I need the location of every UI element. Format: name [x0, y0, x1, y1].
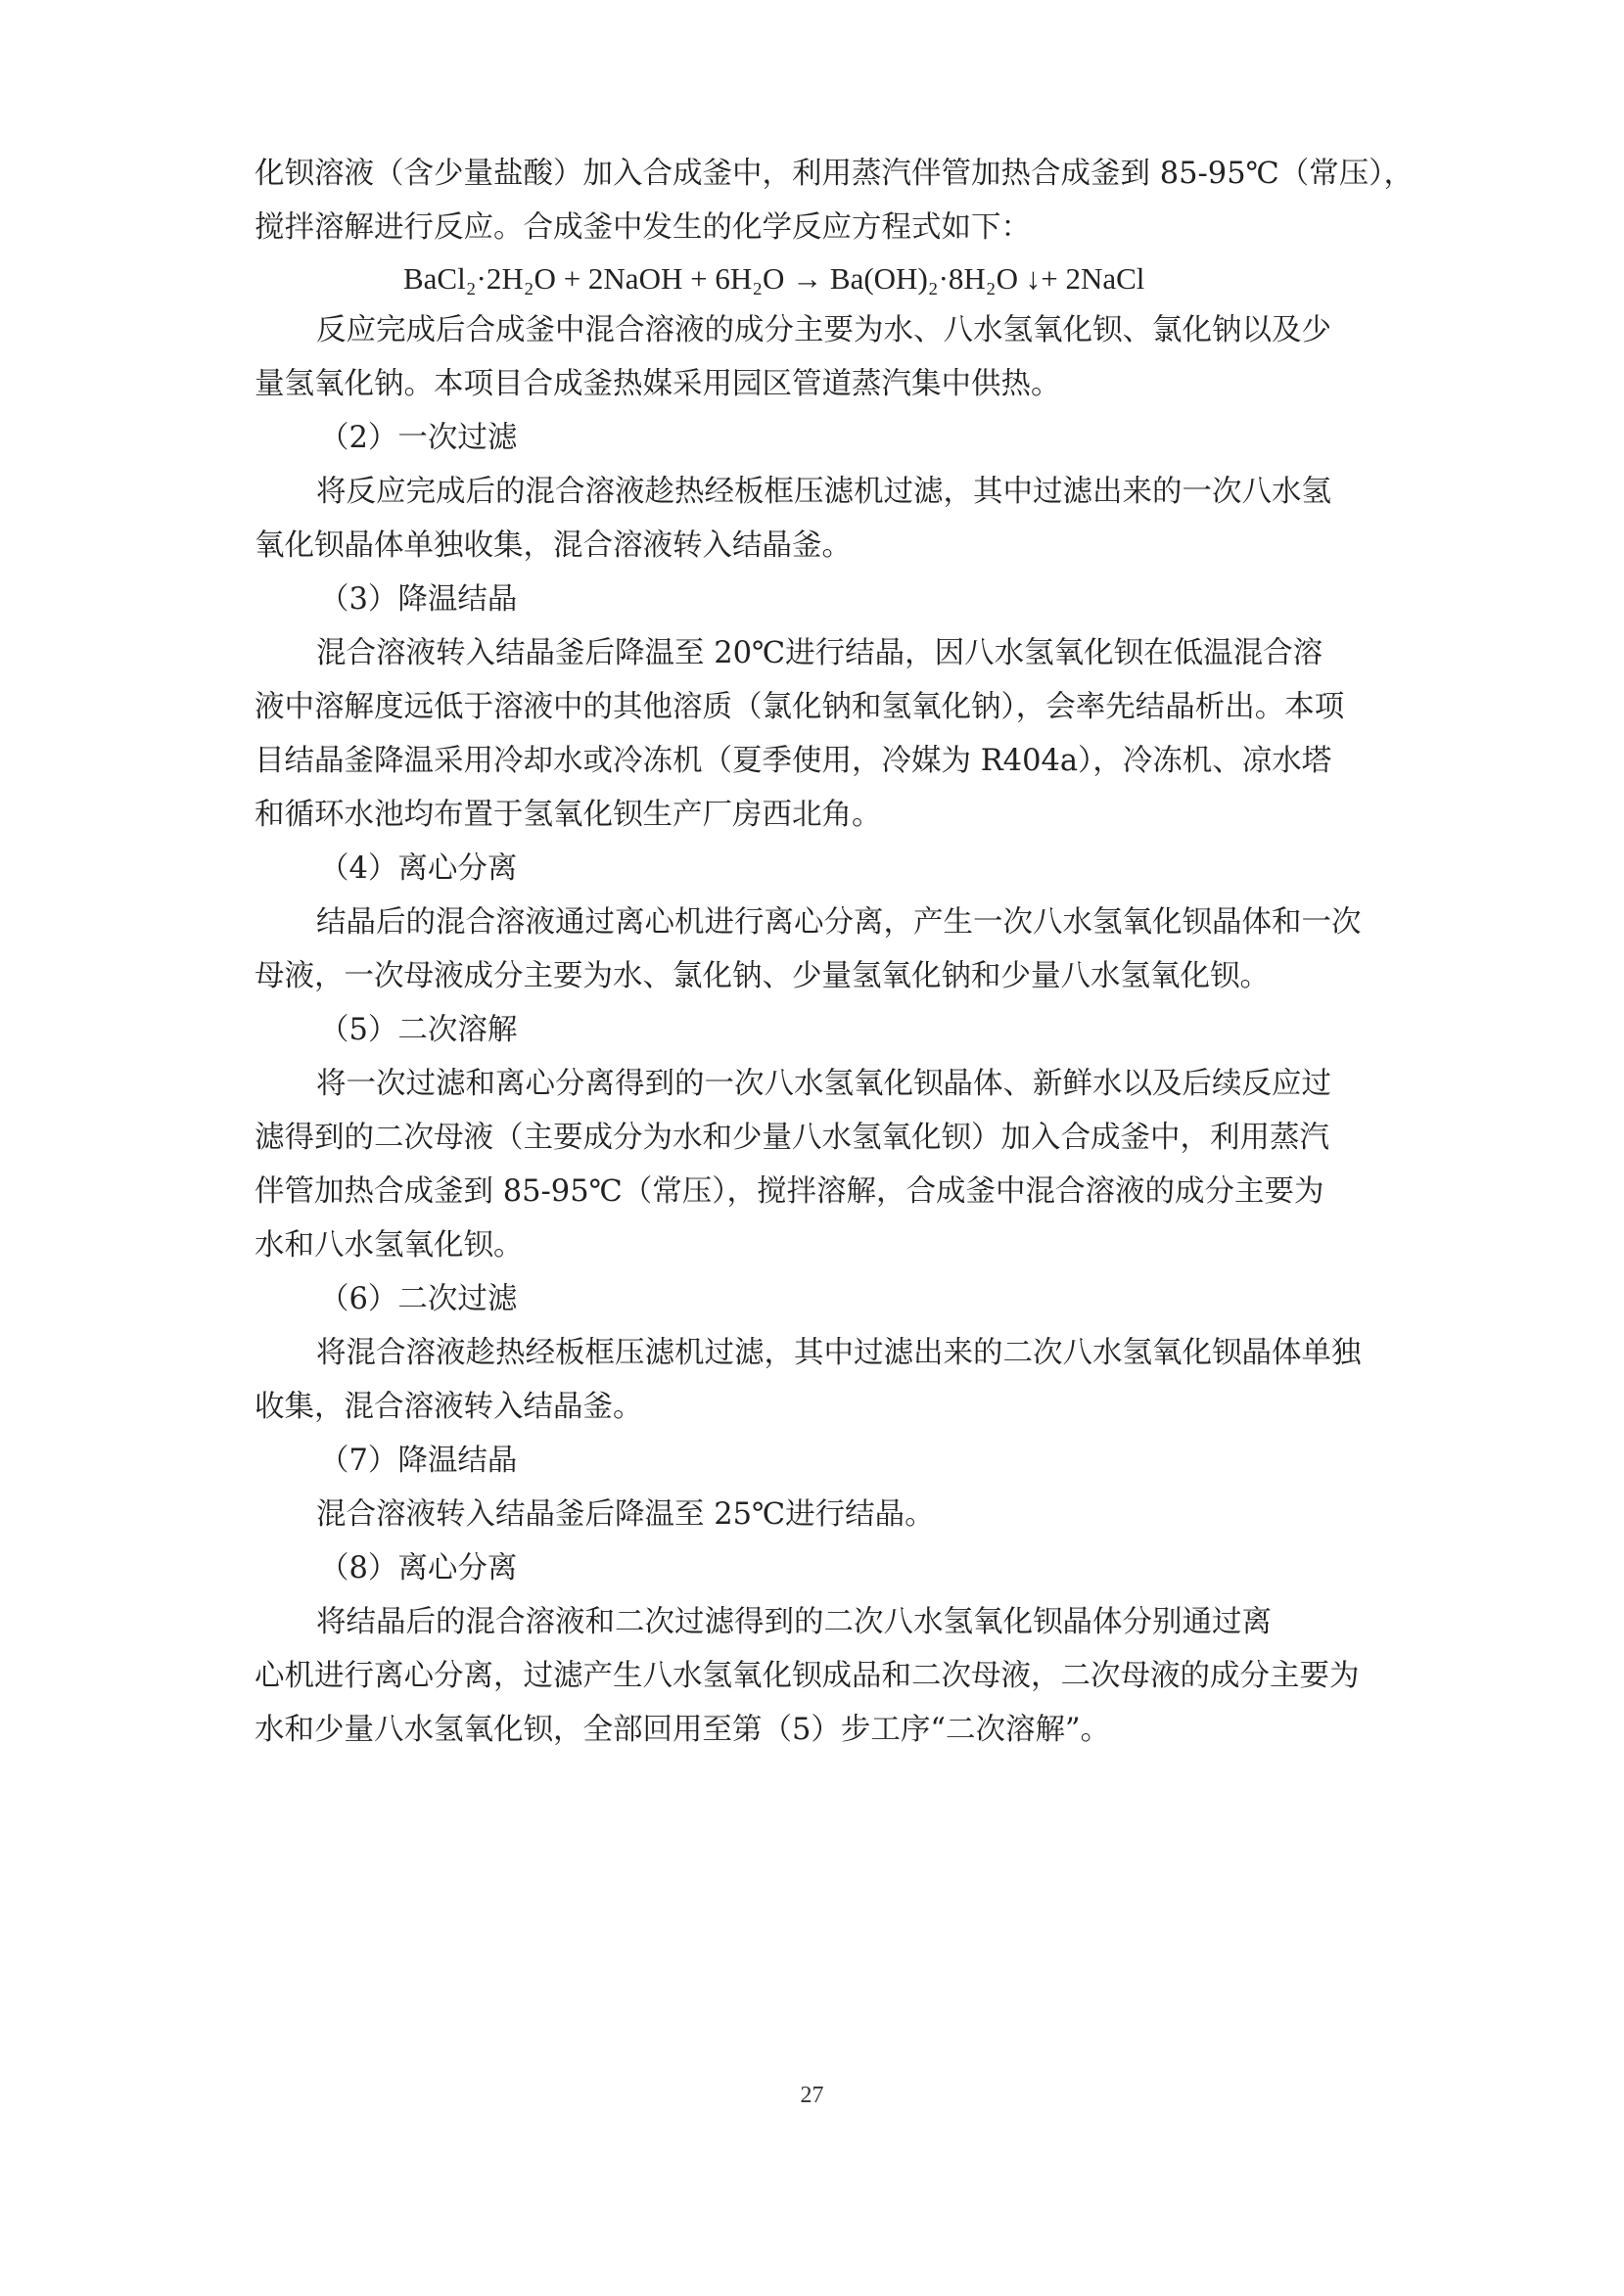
body-text-line: 水和少量八水氢氧化钡，全部回用至第（5）步工序“二次溶解”。: [255, 1713, 1111, 1747]
body-text-line: 将一次过滤和离心分离得到的一次八水氢氧化钡晶体、新鲜水以及后续反应过: [316, 1067, 1331, 1101]
section-heading: （4）离心分离: [319, 851, 518, 886]
body-text-line: 水和八水氢氧化钡。: [255, 1228, 524, 1263]
body-text-line: 混合溶液转入结晶釜后降温至 25℃进行结晶。: [316, 1497, 935, 1532]
body-text-line: 氧化钡晶体单独收集，混合溶液转入结晶釜。: [255, 528, 852, 563]
body-text-line: 反应完成后合成釜中混合溶液的成分主要为水、八水氢氧化钡、氯化钠以及少: [316, 313, 1331, 347]
body-text-line: 母液，一次母液成分主要为水、氯化钠、少量氢氧化钠和少量八水氢氧化钡。: [255, 959, 1270, 993]
body-text-line: 结晶后的混合溶液通过离心机进行离心分离，产生一次八水氢氧化钡晶体和一次: [316, 905, 1362, 940]
body-text-line: 伴管加热合成釜到 85-95℃（常压），搅拌溶解，合成釜中混合溶液的成分主要为: [255, 1174, 1324, 1209]
section-heading: （8）离心分离: [319, 1551, 518, 1585]
body-text-line: 混合溶液转入结晶釜后降温至 20℃进行结晶，因八水氢氧化钡在低温混合溶: [316, 636, 1323, 670]
section-heading: （6）二次过滤: [319, 1282, 518, 1316]
chemical-equation: BaCl₂·2H₂O + 2NaOH + 6H₂O → Ba(OH)₂·8H₂O ↓+ 2NaCl: [403, 261, 1145, 296]
body-text-line: 和循环水池均布置于氢氧化钡生产厂房西北角。: [255, 798, 882, 832]
body-text-line: 将反应完成后的混合溶液趁热经板框压滤机过滤，其中过滤出来的一次八水氢: [316, 475, 1331, 509]
body-text-line: 心机进行离心分离，过滤产生八水氢氧化钡成品和二次母液，二次母液的成分主要为: [255, 1659, 1360, 1693]
section-heading: （7）降温结晶: [319, 1444, 518, 1478]
body-text-line: 将混合溶液趁热经板框压滤机过滤，其中过滤出来的二次八水氢氧化钡晶体单独: [316, 1336, 1362, 1370]
body-text-line: 搅拌溶解进行反应。合成釜中发生的化学反应方程式如下：: [255, 210, 1031, 245]
body-text-line: 化钡溶液（含少量盐酸）加入合成釜中，利用蒸汽伴管加热合成釜到 85-95℃（常压），: [255, 157, 1414, 191]
body-text-line: 滤得到的二次母液（主要成分为水和少量八水氢氧化钡）加入合成釜中，利用蒸汽: [255, 1121, 1329, 1155]
section-heading: （5）二次溶解: [319, 1013, 518, 1047]
body-text-line: 收集，混合溶液转入结晶釜。: [255, 1390, 643, 1424]
body-text-line: 液中溶解度远低于溶液中的其他溶质（氯化钠和氢氧化钠），会率先结晶析出。本项: [255, 690, 1345, 724]
body-text-line: 将结晶后的混合溶液和二次过滤得到的二次八水氢氧化钡晶体分别通过离: [316, 1605, 1272, 1639]
page-number: 27: [800, 2083, 824, 2108]
section-heading: （3）降温结晶: [319, 582, 518, 617]
body-text-line: 量氢氧化钠。本项目合成釜热媒采用园区管道蒸汽集中供热。: [255, 367, 1061, 401]
body-text-line: 目结晶釜降温采用冷却水或冷冻机（夏季使用，冷媒为 R404a），冷冻机、凉水塔: [255, 744, 1332, 778]
section-heading: （2）一次过滤: [319, 421, 518, 455]
